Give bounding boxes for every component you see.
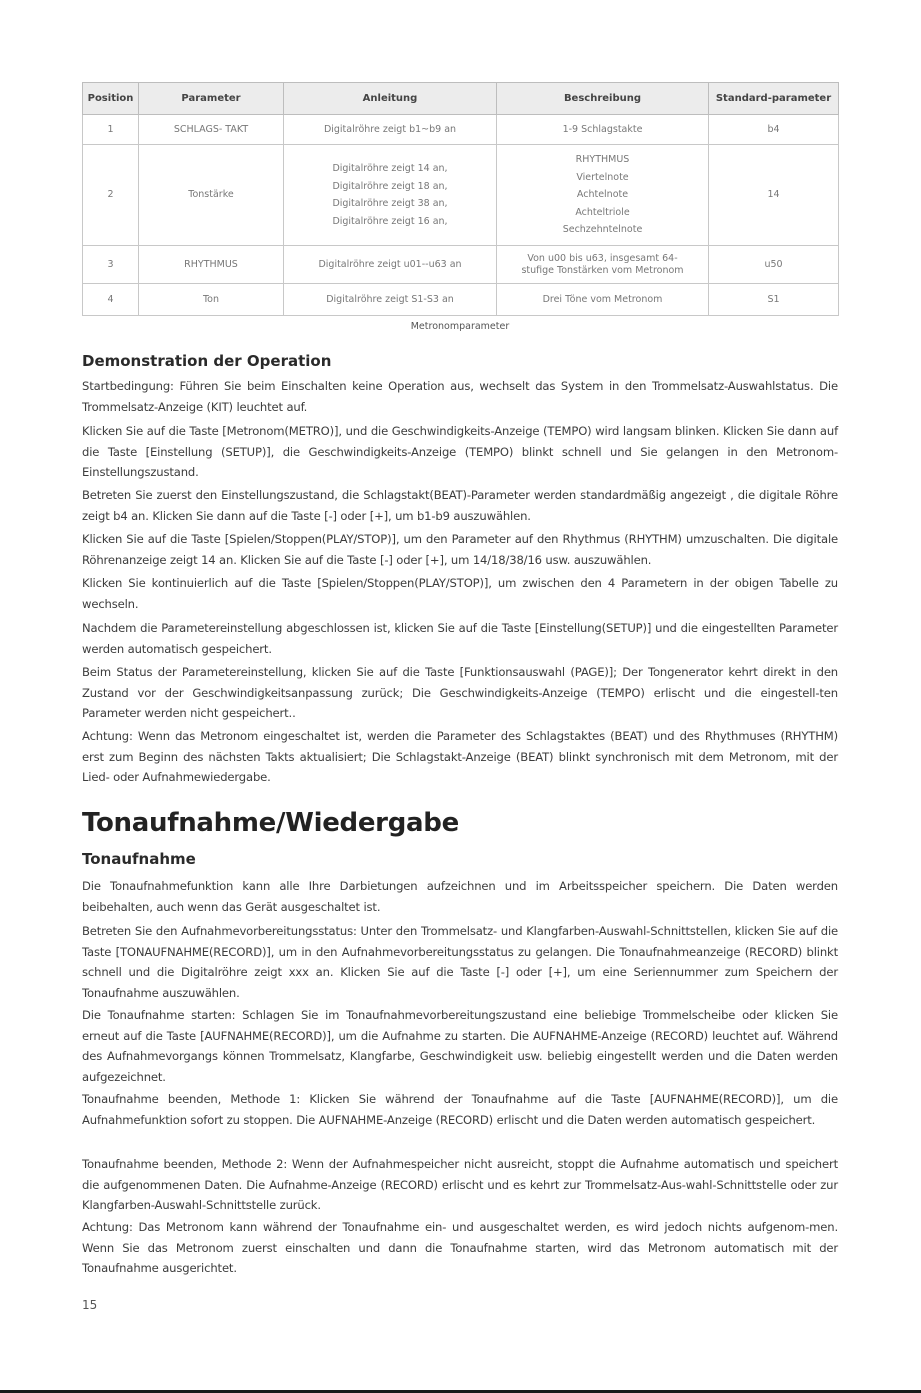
column-header-standard-parameter: Standard-parameter (709, 83, 839, 115)
paragraph: Achtung: Wenn das Metronom eingeschaltet ist, werden die Parameter des Schlagstaktes (BEAT) und des Rhythmuses (RHYTHM) erst zum Beginn des nächsten Takts aktualisiert; Die Schlagstakt-Anzeige (BEAT) blinkt synchronisch mit dem Metronom, mit der Lied- oder Aufnahmewiedergabe. (82, 729, 838, 784)
cell-line: Digitalröhre zeigt 16 an, (332, 215, 448, 227)
cell-parameter: SCHLAGS- TAKT (139, 115, 284, 145)
paragraph: Tonaufnahme beenden, Methode 2: Wenn der Aufnahmespeicher nicht ausreicht, stoppt die Aufnahme automatisch und speichert die aufgenommenen Daten. Die Aufnahme-Anzeige (RECORD) erlischt und es kehrt zur Trommelsatz-Aus-wahl-Schnittstelle oder zur Klangfarben-Auswahl-Schnittstelle zurück. (82, 1157, 838, 1212)
cell-parameter: RHYTHMUS (139, 246, 284, 284)
table-caption: Metronomparameter (410, 321, 510, 332)
cell-position: 3 (83, 246, 139, 284)
cell-parameter: Ton (139, 284, 284, 316)
cell-line: Digitalröhre zeigt b1~b9 an (323, 123, 457, 135)
cell-line: RHYTHMUS (575, 154, 630, 166)
paragraph: Klicken Sie auf die Taste [Metronom(METRO)], und die Geschwindigkeits-Anzeige (TEMPO) wird langsam blinken. Klicken Sie dann auf die Taste [Einstellung (SETUP)], die Geschwindigkeits-Anzeige (TEMPO) blinkt schnell und Sie gelangen in den Metronom-Einstellungszustand. (82, 424, 838, 479)
recording-subheading-wrap (82, 850, 838, 868)
paragraph: Nachdem die Parametereinstellung abgeschlossen ist, klicken Sie auf die Taste [Einstellung(SETUP)] und die eingestellten Parameter werden automatisch gespeichert. (82, 621, 838, 656)
cell-beschreibung (497, 246, 709, 284)
paragraph: Tonaufnahme beenden, Methode 1: Klicken Sie während der Tonaufnahme auf die Taste [AUFNAHME(RECORD)], um die Aufnahmefunktion sofort zu stoppen. Die AUFNAHME-Anzeige (RECORD) erlischt und die Daten werden automatisch gespeichert. (82, 1092, 838, 1127)
cell-standard: u50 (709, 246, 839, 284)
section-heading: Tonaufnahme (82, 850, 196, 868)
recording-paragraph-wrap (82, 921, 838, 1003)
column-header-position: Position (83, 83, 139, 115)
demo-paragraph-wrap (82, 573, 838, 614)
paragraph: Achtung: Das Metronom kann während der Tonaufnahme ein- und ausgeschaltet werden, es wird jedoch nichts aufgenom-men. Wenn Sie das Metronom zuerst einschalten und dann die Tonaufnahme starten, wird das Metronom automatisch mit der Tonaufnahme ausgerichtet. (82, 1220, 838, 1275)
cell-line: Digitalröhre zeigt u01--u63 an (318, 258, 462, 270)
page-title: Tonaufnahme/Wiedergabe (82, 808, 459, 838)
cell-anleitung (284, 246, 497, 284)
table-row (83, 246, 839, 284)
paragraph: Klicken Sie auf die Taste [Spielen/Stoppen(PLAY/STOP)], um den Parameter auf den Rhythmus (RHYTHM) umzuschalten. Die digitale Röhrenanzeige zeigt 14 an. Klicken Sie auf die Taste [-] oder [+], um 14/18/38/16 usw. auszuwählen. (82, 532, 838, 567)
page-number: 15 (82, 1298, 98, 1312)
table-row (83, 115, 839, 145)
cell-line: Achteltriole (575, 206, 630, 218)
recording-paragraph-wrap (82, 1005, 838, 1087)
demo-paragraph-wrap (82, 662, 838, 724)
cell-line: Drei Töne vom Metronom (542, 293, 663, 305)
recording-title-wrap (82, 808, 838, 838)
demo-paragraph-wrap (82, 529, 838, 570)
cell-anleitung (284, 145, 497, 246)
demo-paragraph-wrap (82, 485, 838, 526)
cell-beschreibung (497, 284, 709, 316)
cell-line: Achtelnote (576, 189, 629, 201)
paragraph: Klicken Sie kontinuierlich auf die Taste [Spielen/Stoppen(PLAY/STOP)], um zwischen den 4 Parametern in der obigen Tabelle zu wechseln. (82, 576, 838, 611)
cell-line: stufige Tonstärken vom Metronom (521, 264, 684, 276)
demo-paragraph-wrap (82, 726, 838, 788)
recording-paragraph-wrap (82, 876, 838, 917)
cell-beschreibung (497, 115, 709, 145)
table-row (83, 145, 839, 246)
cell-standard: 14 (709, 145, 839, 246)
metronome-parameter-table (82, 82, 839, 316)
recording-paragraph-wrap (82, 1089, 838, 1130)
cell-line: Digitalröhre zeigt 14 an, (332, 163, 448, 174)
paragraph: Betreten Sie zuerst den Einstellungszustand, die Schlagstakt(BEAT)-Parameter werden standardmäßig angezeigt , die digitale Röhre zeigt b4 an. Klicken Sie dann auf die Taste [-] oder [+], um b1-b9 auszuwählen. (82, 488, 838, 523)
paragraph: Startbedingung: Führen Sie beim Einschalten keine Operation aus, wechselt das System in den Trommelsatz-Auswahlstatus. Die Trommelsatz-Anzeige (KIT) leuchtet auf. (82, 379, 838, 414)
column-header-parameter: Parameter (139, 83, 284, 115)
table-row (83, 284, 839, 316)
section-heading: Demonstration der Operation (82, 352, 332, 370)
recording-paragraph-wrap (82, 1154, 838, 1216)
cell-line: Viertelnote (576, 171, 629, 183)
column-header-beschreibung: Beschreibung (497, 83, 709, 115)
demo-paragraphs (82, 376, 838, 417)
demo-paragraph-wrap (82, 421, 838, 483)
paragraph: Die Tonaufnahmefunktion kann alle Ihre Darbietungen aufzeichnen und im Arbeitsspeicher speichern. Die Daten werden beibehalten, auch wenn das Gerät ausgeschaltet ist. (82, 879, 838, 914)
cell-anleitung (284, 115, 497, 145)
cell-line: Sechzehntelnote (562, 224, 643, 236)
table-header-row (83, 83, 839, 115)
column-header-anleitung: Anleitung (284, 83, 497, 115)
cell-line: Von u00 bis u63, insgesamt 64- (527, 252, 678, 264)
cell-standard: S1 (709, 284, 839, 316)
cell-beschreibung (497, 145, 709, 246)
cell-line: 1-9 Schlagstakte (562, 123, 643, 135)
recording-paragraph-wrap (82, 1217, 838, 1279)
paragraph: Beim Status der Parametereinstellung, klicken Sie auf die Taste [Funktionsauswahl (PAGE)]; Der Tongenerator kehrt direkt in den Zustand vor der Geschwindigkeitsanpassung zurück; Die Geschwindigkeits-Anzeige (TEMPO) erlischt und die eingestell-ten Parameter werden nicht gespeichert.. (82, 665, 838, 720)
paragraph: Die Tonaufnahme starten: Schlagen Sie im Tonaufnahmevorbereitungszustand eine beliebige Trommelscheibe oder klicken Sie erneut auf die Taste [AUFNAHME(RECORD)], um die Aufnahme zu starten. Die AUFNAHME-Anzeige (RECORD) leuchtet auf. Während des Aufnahmevorgangs können Trommelsatz, Klangfarbe, Geschwindigkeit usw. beliebig eingestellt werden und die Daten werden aufgezeichnet. (82, 1008, 838, 1084)
cell-line: Digitalröhre zeigt 38 an, (332, 198, 448, 209)
cell-position: 4 (83, 284, 139, 316)
cell-position: 1 (83, 115, 139, 145)
cell-line: Digitalröhre zeigt S1-S3 an (326, 293, 454, 305)
cell-position: 2 (83, 145, 139, 246)
demo-section (82, 352, 838, 370)
demo-paragraph-wrap (82, 618, 838, 659)
cell-line: Digitalröhre zeigt 18 an, (332, 180, 448, 192)
paragraph: Betreten Sie den Aufnahmevorbereitungsstatus: Unter den Trommelsatz- und Klangfarben-Auswahl-Schnittstellen, klicken Sie auf die Taste [TONAUFNAHME(RECORD)], um in den Aufnahmevorbereitungsstatus zu gelangen. Die Tonaufnahmeanzeige (RECORD) blinkt schnell und die Digitalröhre zeigt xxx an. Klicken Sie auf die Taste [-] oder [+], um eine Seriennummer zum Speichern der Tonaufnahme auszuwählen. (82, 924, 838, 1000)
cell-parameter: Tonstärke (139, 145, 284, 246)
cell-standard: b4 (709, 115, 839, 145)
cell-anleitung (284, 284, 497, 316)
